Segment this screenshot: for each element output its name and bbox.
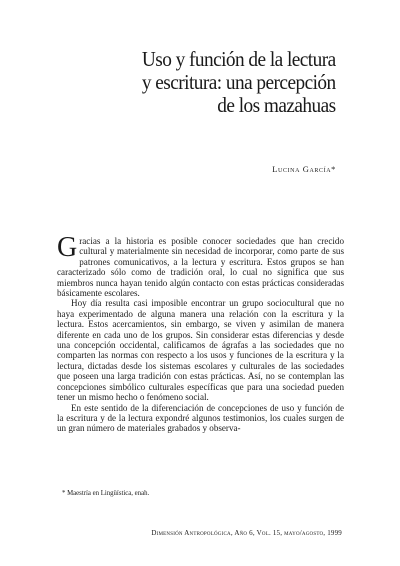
title-line-3: de los mazahuas	[217, 93, 336, 117]
title-line-2: y escritura: una percepción	[142, 70, 336, 94]
article-body	[57, 232, 344, 434]
running-footer: Dimensión Antropológica, Año 6, Vol. 15, mayo/agosto, 1999	[151, 529, 342, 537]
drop-cap: G	[57, 232, 78, 263]
author-name: Lucina García*	[272, 164, 336, 174]
body-paragraph	[57, 232, 344, 299]
title-line-1: Uso y función de la lectura	[142, 47, 336, 71]
body-paragraph: En este sentido de la diferenciación de concepciones de uso y función de la escritura y de la lectura expondré algunos testimonios, los cuales surgen de un gran número de materiales grabados y observa-	[57, 402, 344, 434]
article-title	[142, 48, 336, 117]
body-paragraph: Hoy día resulta casi imposible encontrar un grupo sociocultural que no haya experimentado de alguna manera una relación con la escritura y la lectura. Estos acercamientos, sin embargo, se viven y asimilan de manera diferente en cada uno de los grupos. Sin considerar estas diferencias y desde una concepción occidental, calificamos de ágrafas a las sociedades que no comparten las normas con respecto a los usos y funciones de la escritura y la lectura, dictadas desde los sistemas escolares y culturales de las sociedades que poseen una larga tradición con estas prácticas. Así, no se contemplan las concepciones simbólico culturales específicas que para una sociedad pueden tener un mismo hecho o fenómeno social.	[57, 298, 344, 403]
paragraph-1-text: racias a la historia es posible conocer sociedades que han crecido cultural y materialmente sin necesidad de incorporar, como parte de sus patrones comunicativos, a la lectura y escritura. Estos grupos se han caracterizado sólo como de tradición oral, lo cual no significa que sus miembros nunca hayan tenido algún contacto con estas prácticas consideradas básicamente escolares.	[57, 236, 344, 299]
footnote: * Maestría en Lingüística, enah.	[62, 490, 150, 497]
